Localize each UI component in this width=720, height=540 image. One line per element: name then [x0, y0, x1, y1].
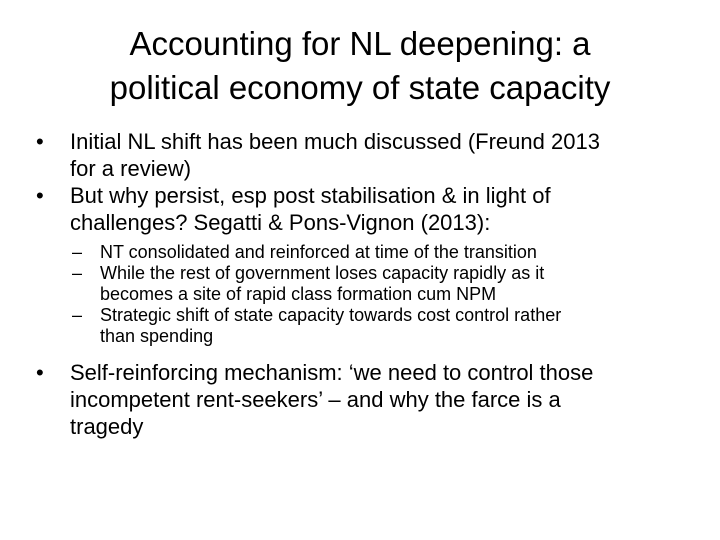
sub-bullet-text	[100, 242, 696, 263]
sub-bullet-item	[36, 263, 696, 305]
sub-bullet-line: Strategic shift of state capacity towards cost control rather	[100, 305, 562, 325]
spacer	[36, 347, 696, 359]
bullet-line: challenges? Segatti & Pons-Vignon (2013):	[70, 210, 491, 235]
sub-bullet-text	[100, 263, 696, 305]
bullet-marker: •	[36, 183, 44, 208]
bullet-item	[36, 359, 696, 440]
sub-bullet-item	[36, 242, 696, 263]
slide-title	[36, 22, 684, 110]
bullet-line: for a review)	[70, 156, 192, 181]
bullet-item	[36, 128, 696, 182]
sub-bullet-line: NT consolidated and reinforced at time of the transition	[100, 242, 537, 262]
bullet-marker: •	[36, 360, 44, 385]
sub-bullet-line: than spending	[100, 326, 214, 346]
bullet-marker: •	[36, 129, 44, 154]
bullet-line: incompetent rent-seekers’ – and why the farce is a	[70, 387, 561, 412]
bullet-item	[36, 182, 696, 236]
sub-bullet-marker: –	[72, 263, 83, 283]
sub-bullet-marker: –	[72, 305, 83, 325]
sub-bullet-line: becomes a site of rapid class formation cum NPM	[100, 284, 497, 304]
bullet-line: But why persist, esp post stabilisation & in light of	[70, 183, 551, 208]
bullet-line: tragedy	[70, 414, 144, 439]
slide-body	[36, 128, 696, 440]
sub-bullet-item	[36, 305, 696, 347]
bullet-line: Self-reinforcing mechanism: ‘we need to control those	[70, 360, 594, 385]
bullet-line: Initial NL shift has been much discussed (Freund 2013	[70, 129, 600, 154]
sub-bullet-text	[100, 305, 696, 347]
sub-bullet-list	[36, 242, 696, 347]
bullet-text	[70, 359, 696, 440]
sub-bullet-marker: –	[72, 242, 83, 262]
title-line: political economy of state capacity	[109, 69, 611, 106]
bullet-text	[70, 128, 696, 182]
sub-bullet-line: While the rest of government loses capacity rapidly as it	[100, 263, 545, 283]
bullet-text	[70, 182, 696, 236]
title-line: Accounting for NL deepening: a	[129, 25, 591, 62]
